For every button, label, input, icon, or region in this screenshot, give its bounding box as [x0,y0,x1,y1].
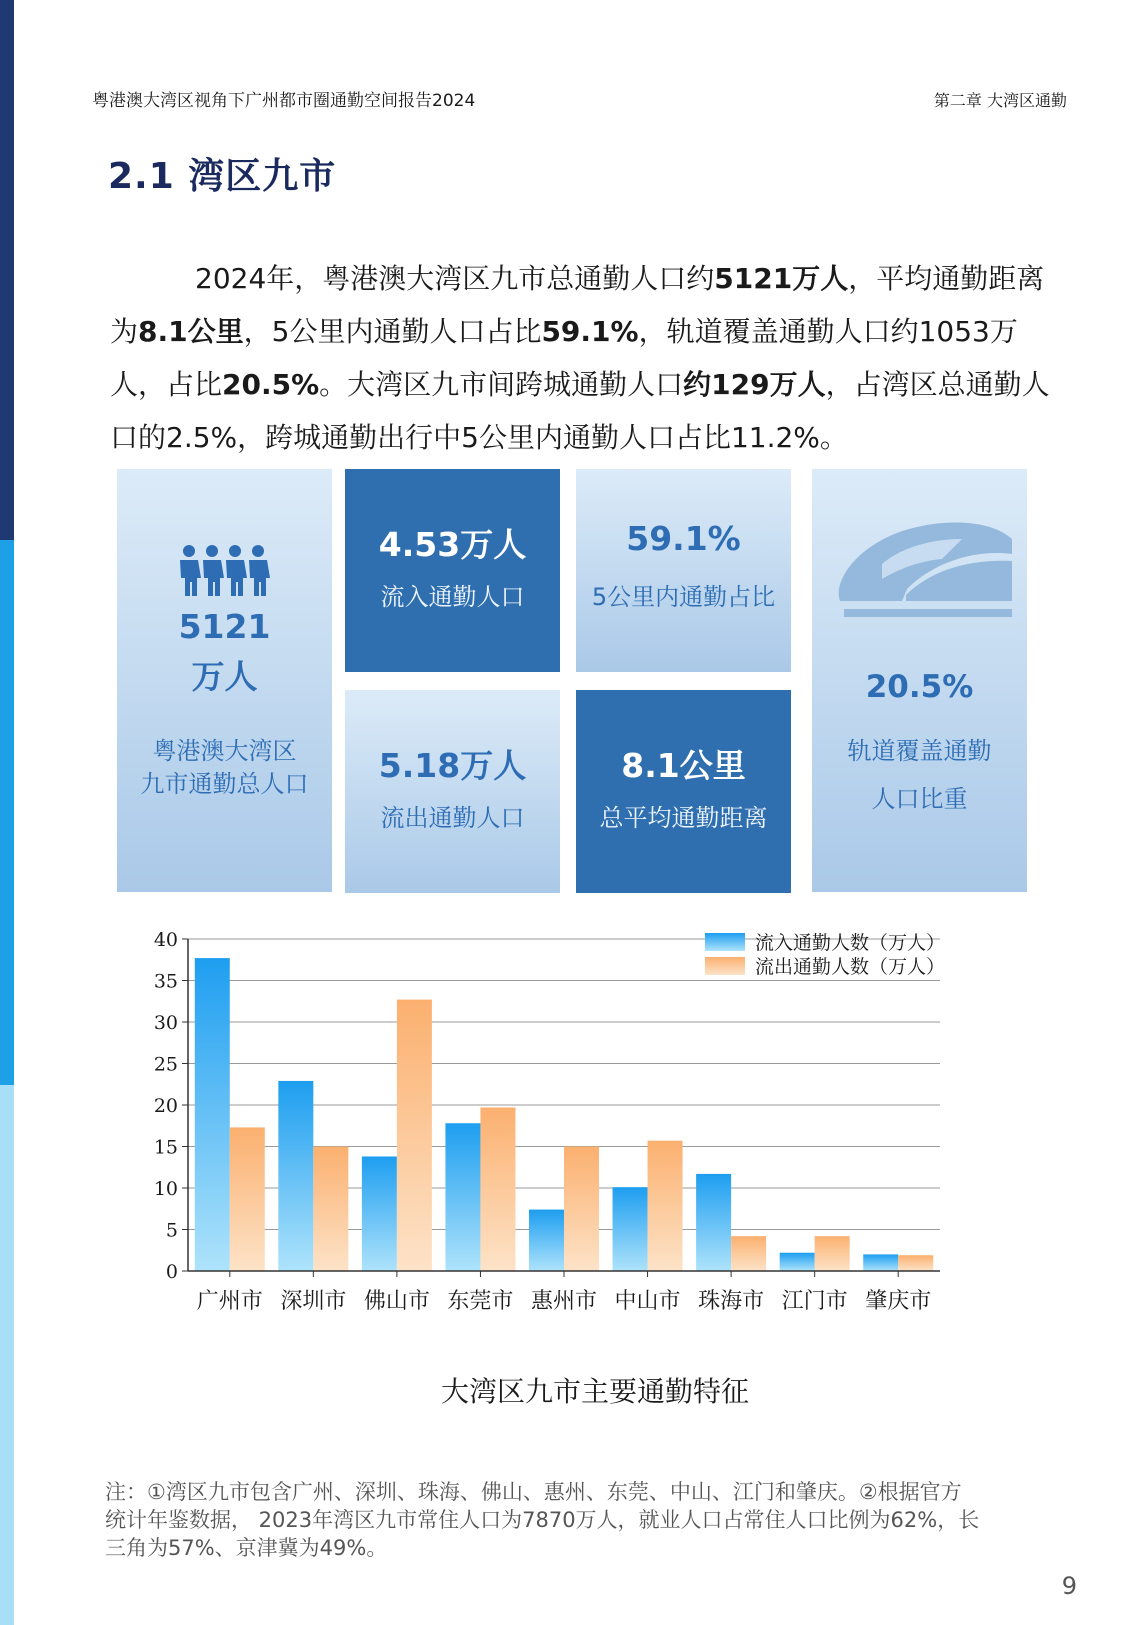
x-tick-label-0: 广州市 [196,1289,263,1314]
bar-inflow-0 [195,958,230,1271]
y-tick-label-30: 30 [153,1012,178,1034]
tile-inflow [345,469,560,672]
x-tick-label-5: 中山市 [614,1289,681,1314]
x-tick-label-2: 佛山市 [363,1289,430,1314]
outflow-value: 5.18万人 [378,746,527,785]
bar-inflow-6 [696,1174,731,1271]
y-tick-label-10: 10 [153,1178,178,1200]
bar-outflow-2 [397,1000,432,1271]
x-tick-label-4: 惠州市 [530,1289,598,1314]
legend-swatch-inflow [705,933,745,951]
total-unit: 万人 [191,657,258,696]
y-tick-label-20: 20 [153,1095,178,1117]
chart-title: 大湾区九市主要通勤特征 [440,1375,749,1408]
para-text-3: ，5公里内通勤人口占比 [243,315,542,348]
tile-rail-share [812,469,1027,892]
chapter-header: 第二章 大湾区通勤 [933,91,1067,110]
avg-distance-label: 总平均通勤距离 [599,804,768,832]
x-tick-label-1: 深圳市 [280,1289,347,1314]
avg-distance-value: 8.1公里 [621,746,746,785]
rail-label-line2: 人口比重 [871,785,968,813]
para-text-6: ，占湾区总通勤人口的2.5%，跨城通勤出行中5公里内通勤人口占比11.2%。 [110,368,1050,454]
y-tick-label-25: 25 [153,1053,178,1076]
bar-outflow-1 [313,1147,348,1272]
chart-bars [195,958,933,1271]
chart-x-tick-labels [197,1289,931,1314]
sidebar-segment-navy [0,0,14,540]
footnote-line3: 三角为57%、京津冀为49%。 [105,1536,388,1560]
section-title: 2.1 湾区九市 [108,156,337,197]
footnote [105,1478,1053,1562]
para-bold-crosscity: 约129万人 [683,368,826,401]
outflow-label: 流出通勤人口 [380,804,525,832]
para-bold-within5: 59.1% [541,315,639,348]
footnote-line1: 注：①湾区九市包含广州、深圳、珠海、佛山、惠州、东莞、中山、江门和肇庆。②根据官方 [105,1480,962,1504]
para-text-4: ，轨道覆盖通勤人口约1053万人，占比 [110,315,1018,401]
para-bold-total: 5121万人 [714,262,849,295]
commute-bar-chart [130,925,990,1355]
para-text-5: 。大湾区九市间跨城通勤人口 [319,368,684,401]
page-number: 9 [1061,1572,1077,1600]
x-tick-label-8: 肇庆市 [865,1289,932,1314]
y-tick-label-35: 35 [153,970,178,993]
chart-legend [705,932,945,978]
legend-label-outflow: 流出通勤人数（万人） [755,956,946,978]
para-bold-rail: 20.5% [222,368,320,401]
within5-label: 5公里内通勤占比 [591,583,776,611]
bar-outflow-8 [898,1255,933,1271]
within5-value: 59.1% [626,519,741,558]
para-text-2: ，平均通勤距离为 [110,262,1045,348]
report-title-header: 粤港澳大湾区视角下广州都市圈通勤空间报告2024 [92,91,476,111]
footnote-line2: 统计年鉴数据， 2023年湾区九市常住人口为7870万人，就业人口占常住人口比例为62%，长 [105,1508,980,1532]
y-tick-label-5: 5 [165,1219,178,1242]
inflow-label: 流入通勤人口 [380,583,525,611]
bar-outflow-7 [815,1236,850,1271]
total-value: 5121 [178,607,271,646]
tile-total-commuters [117,469,332,892]
bar-outflow-5 [648,1141,683,1271]
bar-inflow-1 [278,1081,313,1271]
para-bold-distance: 8.1公里 [138,315,244,348]
total-label-line2: 九市通勤总人口 [140,770,309,798]
y-tick-label-40: 40 [153,929,178,951]
bar-inflow-7 [780,1253,815,1271]
x-tick-label-3: 东莞市 [447,1289,514,1314]
bar-inflow-8 [863,1254,898,1271]
bar-outflow-4 [564,1147,599,1272]
inflow-value: 4.53万人 [378,525,527,564]
bar-outflow-6 [731,1236,766,1271]
people-group-icon [177,544,272,596]
rail-label-line1: 轨道覆盖通勤 [847,737,992,765]
x-tick-label-7: 江门市 [781,1289,848,1314]
bar-inflow-4 [529,1210,564,1271]
para-text-1: 2024年，粤港澳大湾区九市总通勤人口约 [195,262,715,295]
x-tick-label-6: 珠海市 [698,1289,765,1314]
high-speed-train-icon [822,509,1017,624]
bar-inflow-3 [445,1123,480,1271]
summary-paragraph [110,252,1055,464]
y-tick-label-15: 15 [153,1136,178,1159]
tile-avg-distance [576,690,791,893]
y-tick-label-0: 0 [165,1261,178,1283]
legend-swatch-outflow [705,957,745,975]
sidebar-segment-light [0,1085,14,1625]
rail-value: 20.5% [865,669,974,705]
sidebar-segment-blue [0,540,14,1085]
tile-within-5km [576,469,791,672]
legend-label-inflow: 流入通勤人数（万人） [755,932,946,954]
bar-outflow-3 [480,1107,515,1271]
chart-y-tick-labels [154,929,178,1283]
bar-outflow-0 [230,1127,265,1271]
tile-outflow [345,690,560,893]
total-label-line1: 粤港澳大湾区 [152,737,297,765]
bar-inflow-2 [362,1156,397,1271]
bar-inflow-5 [613,1187,648,1271]
